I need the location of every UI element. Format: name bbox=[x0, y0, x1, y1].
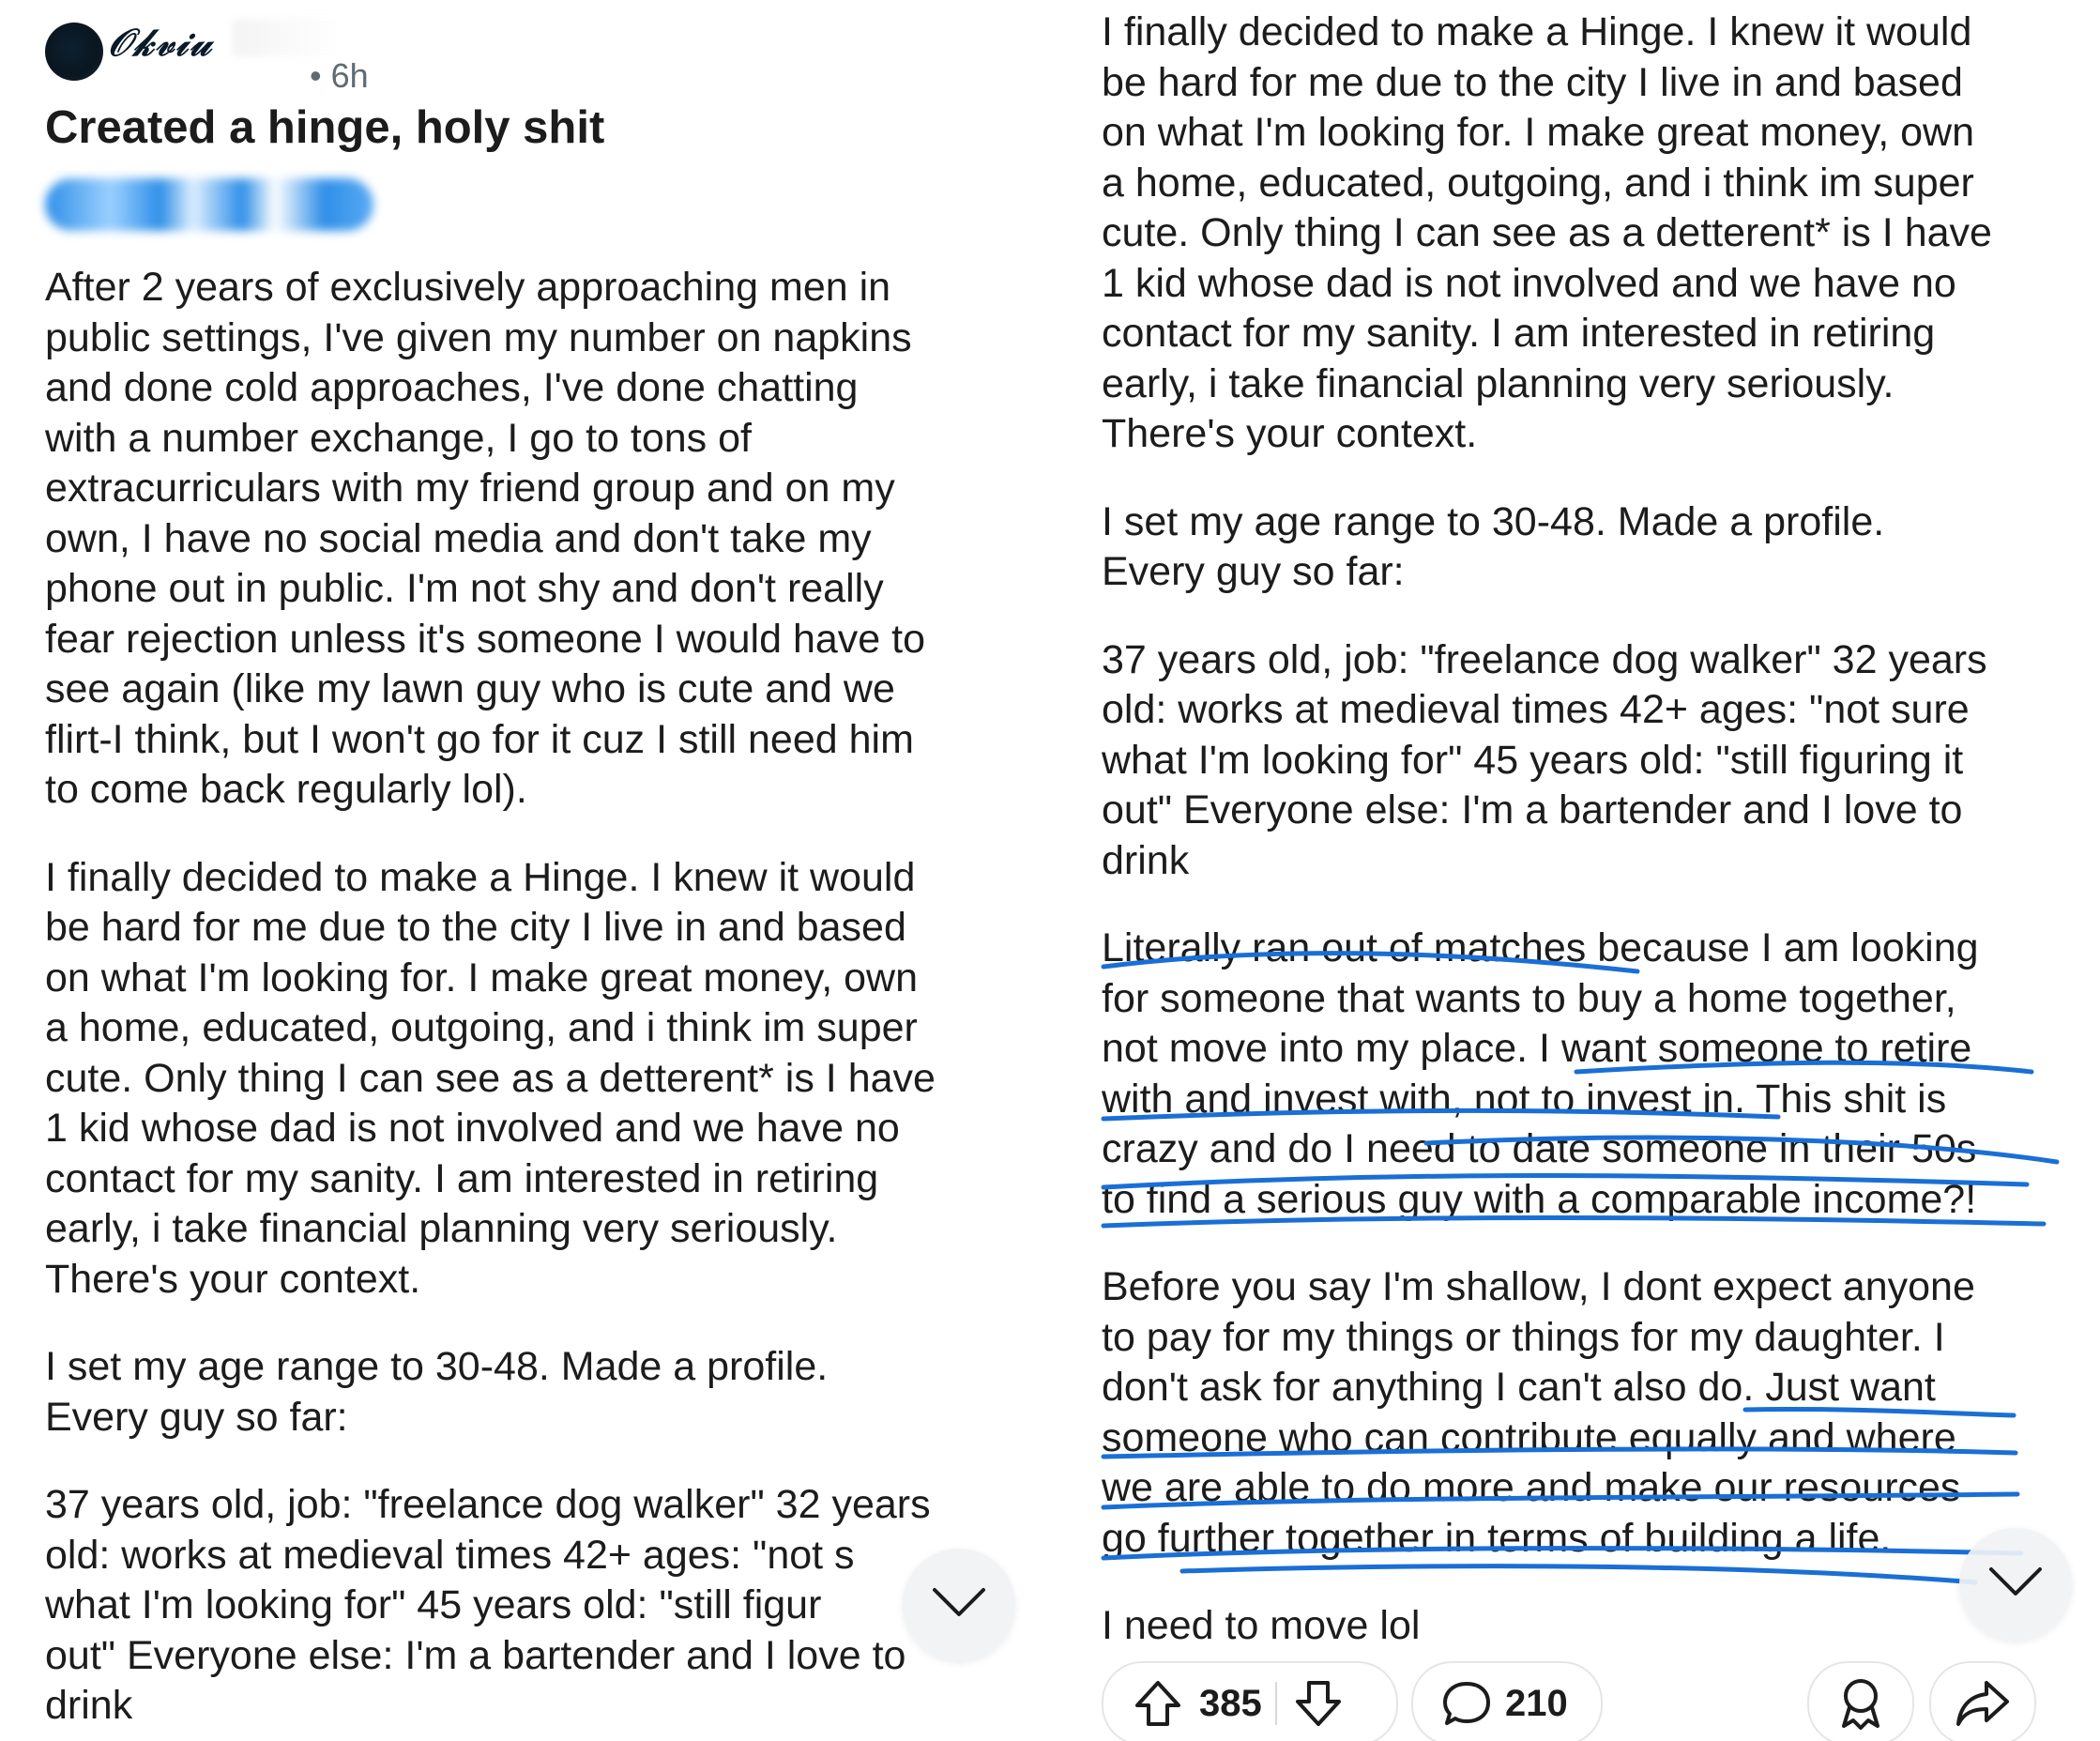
award-icon bbox=[1834, 1675, 1887, 1732]
left-screenshot bbox=[0, 0, 1032, 1741]
body-paragraph: 37 years old, job: "freelance dog walker" 32 years old: works at medieval times 42+ ages: "not s what I'm looking for" 45 years old: "still figur out" Everyone else: I'm a bartender and I love to drink bbox=[45, 1482, 931, 1728]
body-paragraph-highlighted: Literally ran out of matches because I am looking for someone that wants to buy a home together, not move into my place. I want someone to retire with and invest with, not to invest in. This shit is crazy and do I need to date someone in their 50s to find a serious guy with a comparable income?! bbox=[1102, 925, 1979, 1222]
post-body bbox=[45, 263, 1012, 1741]
post-action-bar bbox=[1102, 1661, 2096, 1741]
body-paragraph: 37 years old, job: "freelance dog walker" 32 years old: works at medieval times 42+ ages: "not sure what I'm looking for" 45 years old: "still figuring it out" Everyone else: I'm a bartender and I love to drink bbox=[1102, 636, 1987, 883]
body-paragraph: I finally decided to make a Hinge. I knew it would be hard for me due to the city I live in and based on what I'm looking for. I make great money, own a home, educated, outgoing, and i think im super cute. Only thing I can see as a detterent* is I have 1 kid whose dad is not involved and we have no contact for my sanity. I am interested in retiring early, i take financial planning very seriously. There's your context. bbox=[45, 854, 936, 1302]
collapse-button[interactable] bbox=[903, 1549, 1015, 1661]
comments-button[interactable] bbox=[1411, 1661, 1603, 1741]
avatar[interactable] bbox=[45, 23, 103, 81]
panel-divider bbox=[1032, 0, 1051, 1741]
redacted-flair bbox=[45, 178, 373, 231]
body-paragraph: I finally decided to make a Hinge. I knew it would be hard for me due to the city I live in and based on what I'm looking for. I make great money, own a home, educated, outgoing, and i think im super cute. Only thing I can see as a detterent* is I have 1 kid whose dad is not involved and we have no contact for my sanity. I am interested in retiring early, i take financial planning very seriously. There's your context. bbox=[1102, 9, 1992, 456]
body-paragraph: I set my age range to 30-48. Made a profile. Every guy so far: bbox=[1102, 498, 1885, 594]
body-paragraph: I need to move lol bbox=[1102, 1603, 1421, 1648]
vote-separator bbox=[1275, 1682, 1277, 1725]
award-button[interactable] bbox=[1807, 1661, 1914, 1741]
post-header bbox=[45, 9, 1002, 94]
body-paragraph-highlighted: Before you say I'm shallow, I dont expect anyone to pay for my things or things for my daughter. I don't ask for anything I can't also do. Just want someone who can contribute equally and where we are able to do more and make our resources go further together in terms of building a life. bbox=[1102, 1264, 1975, 1561]
upvote-count: 385 bbox=[1199, 1682, 1262, 1724]
username[interactable]: 𝒪𝓀𝓋𝒾𝓊 bbox=[105, 23, 221, 64]
chevron-down-icon bbox=[931, 1582, 987, 1624]
redacted-username-blur bbox=[233, 19, 345, 56]
post-time: • 6h bbox=[310, 56, 369, 95]
chevron-down-icon bbox=[1987, 1562, 2044, 1603]
comment-bubble-icon bbox=[1439, 1676, 1494, 1731]
arrow-down-icon[interactable] bbox=[1290, 1675, 1347, 1732]
vote-control bbox=[1102, 1661, 1398, 1741]
share-arrow-icon bbox=[1955, 1677, 2011, 1730]
arrow-up-icon[interactable] bbox=[1130, 1675, 1186, 1732]
body-paragraph: I set my age range to 30-48. Made a profile. Every guy so far: bbox=[45, 1344, 829, 1440]
post-title: Created a hinge, holy shit bbox=[45, 102, 605, 153]
post-body bbox=[1102, 8, 2077, 1689]
share-button[interactable] bbox=[1929, 1661, 2036, 1741]
collapse-button[interactable] bbox=[1959, 1528, 2072, 1641]
comment-count: 210 bbox=[1505, 1682, 1568, 1724]
right-screenshot bbox=[1051, 0, 2100, 1741]
body-paragraph: After 2 years of exclusively approaching men in public settings, I've given my number on napkins and done cold approaches, I've done chatting with a number exchange, I go to tons of extracurriculars with my friend group and on my own, I have no social media and don't take my phone out in public. I'm not shy and don't really fear rejection unless it's someone I would have to see again (like my lawn guy who is cute and we flirt-I think, but I won't go for it cuz I still need him to come back regularly lol). bbox=[45, 265, 926, 812]
